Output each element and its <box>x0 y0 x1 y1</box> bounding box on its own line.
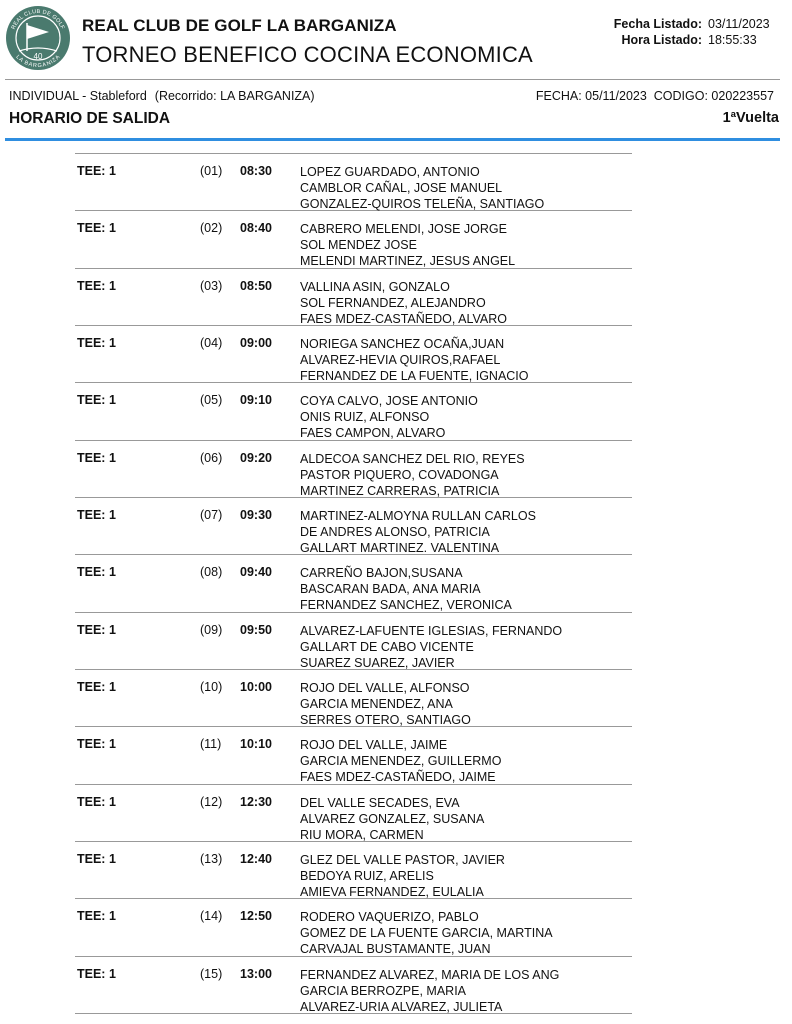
player-name: GALLART MARTINEZ. VALENTINA <box>300 541 500 556</box>
player-name: SUAREZ SUAREZ, JAVIER <box>300 655 455 670</box>
tee-label: TEE: 1 <box>77 966 116 981</box>
players-list <box>300 737 501 785</box>
group-number: (05) <box>200 393 223 408</box>
player-name: FAES MDEZ-CASTAÑEDO, JAIME <box>300 770 496 785</box>
players-list <box>300 623 562 671</box>
logo-number: 40 <box>33 52 43 61</box>
players-list <box>300 279 507 327</box>
player-name: CAMBLOR CAÑAL, JOSE MANUEL <box>300 181 503 195</box>
player-name: SOL MENDEZ JOSE <box>300 238 417 253</box>
tee-time-row <box>75 555 632 612</box>
player-name: ALVAREZ-LAFUENTE IGLESIAS, FERNANDO <box>300 623 563 638</box>
group-number: (15) <box>200 966 223 981</box>
player-name: ALDECOA SANCHEZ DEL RIO, REYES <box>300 451 525 466</box>
player-name: GALLART DE CABO VICENTE <box>300 639 474 654</box>
player-name: SERRES OTERO, SANTIAGO <box>300 713 471 728</box>
players-list <box>300 164 544 212</box>
player-name: FERNANDEZ DE LA FUENTE, IGNACIO <box>300 369 529 384</box>
listing-meta <box>580 16 770 48</box>
group-number: (01) <box>200 164 223 178</box>
round-label: 1ªVuelta <box>722 110 779 126</box>
section-title: HORARIO DE SALIDA <box>9 110 171 127</box>
tee-label: TEE: 1 <box>77 450 116 465</box>
player-name: FAES MDEZ-CASTAÑEDO, ALVARO <box>300 311 507 326</box>
player-name: MARTINEZ-ALMOYNA RULLAN CARLOS <box>300 509 536 524</box>
player-name: LOPEZ GUARDADO, ANTONIO <box>300 165 480 179</box>
codigo: CODIGO: 020223557 <box>653 89 774 103</box>
tee-time-row <box>75 383 632 440</box>
player-name: COYA CALVO, JOSE ANTONIO <box>300 394 478 409</box>
tee-label: TEE: 1 <box>77 508 116 523</box>
tee-time-row <box>75 957 632 1014</box>
players-list <box>300 967 559 1015</box>
players-list <box>300 451 525 499</box>
start-time: 12:40 <box>240 852 272 867</box>
section-divider <box>5 138 780 141</box>
tee-time-row <box>75 441 632 498</box>
start-time: 12:30 <box>240 794 272 809</box>
date-code <box>536 89 774 103</box>
tee-time-row <box>75 154 632 211</box>
group-number: (08) <box>200 565 223 580</box>
tee-label: TEE: 1 <box>77 622 116 637</box>
player-name: ALVAREZ GONZALEZ, SUSANA <box>300 811 485 826</box>
tee-label: TEE: 1 <box>77 680 116 695</box>
tee-time-row <box>75 269 632 326</box>
players-list <box>300 393 478 441</box>
player-name: BEDOYA RUIZ, ARELIS <box>300 869 434 884</box>
tee-time-row <box>75 842 632 899</box>
tee-time-row <box>75 613 632 670</box>
group-number: (02) <box>200 221 223 236</box>
player-name: SOL FERNANDEZ, ALEJANDRO <box>300 295 486 310</box>
player-name: RIU MORA, CARMEN <box>300 827 424 842</box>
player-name: CARREÑO BAJON,SUSANA <box>300 566 463 581</box>
group-number: (10) <box>200 680 223 695</box>
player-name: GARCIA MENENDEZ, ANA <box>300 697 453 712</box>
tee-time-row <box>75 785 632 842</box>
start-time: 10:10 <box>240 737 272 752</box>
group-number: (04) <box>200 336 223 351</box>
tee-times-list <box>75 153 632 1014</box>
player-name: ROJO DEL VALLE, ALFONSO <box>300 681 470 696</box>
modality: INDIVIDUAL - Stableford <box>9 89 147 103</box>
club-logo <box>5 5 71 71</box>
tee-label: TEE: 1 <box>77 278 116 293</box>
player-name: CARVAJAL BUSTAMANTE, JUAN <box>300 942 491 957</box>
group-number: (07) <box>200 508 223 523</box>
tournament-name: TORNEO BENEFICO COCINA ECONOMICA <box>82 42 533 67</box>
start-time: 12:50 <box>240 909 272 924</box>
logo-top-text: REAL CLUB DE GOLF <box>10 8 66 31</box>
logo-bottom-text: LA BARGANIZA <box>14 54 62 70</box>
fecha-listado-value: 03/11/2023 <box>708 17 770 31</box>
player-name: GOMEZ DE LA FUENTE GARCIA, MARTINA <box>300 926 553 941</box>
start-time: 08:30 <box>240 164 272 178</box>
club-name: REAL CLUB DE GOLF LA BARGANIZA <box>82 16 397 35</box>
group-number: (06) <box>200 450 223 465</box>
player-name: AMIEVA FERNANDEZ, EULALIA <box>300 885 484 900</box>
group-number: (03) <box>200 278 223 293</box>
player-name: RODERO VAQUERIZO, PABLO <box>300 910 479 925</box>
player-name: BASCARAN BADA, ANA MARIA <box>300 582 481 597</box>
players-list <box>300 795 484 843</box>
player-name: ALVAREZ-HEVIA QUIROS,RAFAEL <box>300 353 501 368</box>
player-name: ROJO DEL VALLE, JAIME <box>300 738 448 753</box>
group-number: (09) <box>200 622 223 637</box>
start-time: 09:50 <box>240 622 272 637</box>
fecha-listado-label: Fecha Listado: <box>613 17 702 31</box>
tee-label: TEE: 1 <box>77 909 116 924</box>
hora-listado-value: 18:55:33 <box>708 33 757 47</box>
tee-time-row <box>75 498 632 555</box>
tee-time-row <box>75 899 632 956</box>
player-name: FAES CAMPON, ALVARO <box>300 426 446 441</box>
players-list <box>300 680 471 728</box>
player-name: DE ANDRES ALONSO, PATRICIA <box>300 525 490 540</box>
start-time: 09:40 <box>240 565 272 580</box>
players-list <box>300 909 553 957</box>
group-number: (11) <box>200 737 222 752</box>
competition-info <box>9 89 315 103</box>
player-name: FERNANDEZ ALVAREZ, MARIA DE LOS ANG <box>300 967 560 982</box>
start-time: 10:00 <box>240 680 272 695</box>
player-name: GARCIA BERROZPE, MARIA <box>300 983 467 998</box>
tee-label: TEE: 1 <box>77 565 116 580</box>
hora-listado-label: Hora Listado: <box>621 33 702 47</box>
tee-time-row <box>75 211 632 268</box>
player-name: PASTOR PIQUERO, COVADONGA <box>300 467 499 482</box>
tee-label: TEE: 1 <box>77 164 116 178</box>
start-time: 08:50 <box>240 278 272 293</box>
start-time: 09:00 <box>240 336 272 351</box>
header-divider <box>5 79 780 80</box>
group-number: (12) <box>200 794 223 809</box>
player-name: GONZALEZ-QUIROS TELEÑA, SANTIAGO <box>300 197 545 211</box>
player-name: CABRERO MELENDI, JOSE JORGE <box>300 222 507 237</box>
player-name: DEL VALLE SECADES, EVA <box>300 795 460 810</box>
player-name: ONIS RUIZ, ALFONSO <box>300 410 430 425</box>
start-time: 09:30 <box>240 508 272 523</box>
player-name: MELENDI MARTINEZ, JESUS ANGEL <box>300 254 516 269</box>
fecha: FECHA: 05/11/2023 <box>535 89 647 103</box>
player-name: VALLINA ASIN, GONZALO <box>300 279 450 294</box>
start-time: 09:10 <box>240 393 272 408</box>
players-list <box>300 565 512 613</box>
start-time: 08:40 <box>240 221 272 236</box>
players-list <box>300 852 505 900</box>
tee-label: TEE: 1 <box>77 221 116 236</box>
player-name: GLEZ DEL VALLE PASTOR, JAVIER <box>300 853 505 868</box>
group-number: (13) <box>200 852 223 867</box>
tee-label: TEE: 1 <box>77 794 116 809</box>
player-name: MARTINEZ CARRERAS, PATRICIA <box>300 483 500 498</box>
player-name: ALVAREZ-URIA ALVAREZ, JULIETA <box>300 999 503 1014</box>
players-list <box>300 221 515 269</box>
start-time: 13:00 <box>240 966 272 981</box>
group-number: (14) <box>200 909 223 924</box>
tee-label: TEE: 1 <box>77 737 116 752</box>
players-list <box>300 336 529 384</box>
tee-label: TEE: 1 <box>77 393 116 408</box>
start-time: 09:20 <box>240 450 272 465</box>
player-name: GARCIA MENENDEZ, GUILLERMO <box>300 754 502 769</box>
tee-label: TEE: 1 <box>77 336 116 351</box>
tee-label: TEE: 1 <box>77 852 116 867</box>
player-name: NORIEGA SANCHEZ OCAÑA,JUAN <box>300 337 505 352</box>
players-list <box>300 508 536 556</box>
tee-time-row <box>75 727 632 784</box>
player-name: FERNANDEZ SANCHEZ, VERONICA <box>300 598 512 613</box>
tee-time-row <box>75 326 632 383</box>
course: (Recorrido: LA BARGANIZA) <box>154 89 315 103</box>
tee-time-row <box>75 670 632 727</box>
